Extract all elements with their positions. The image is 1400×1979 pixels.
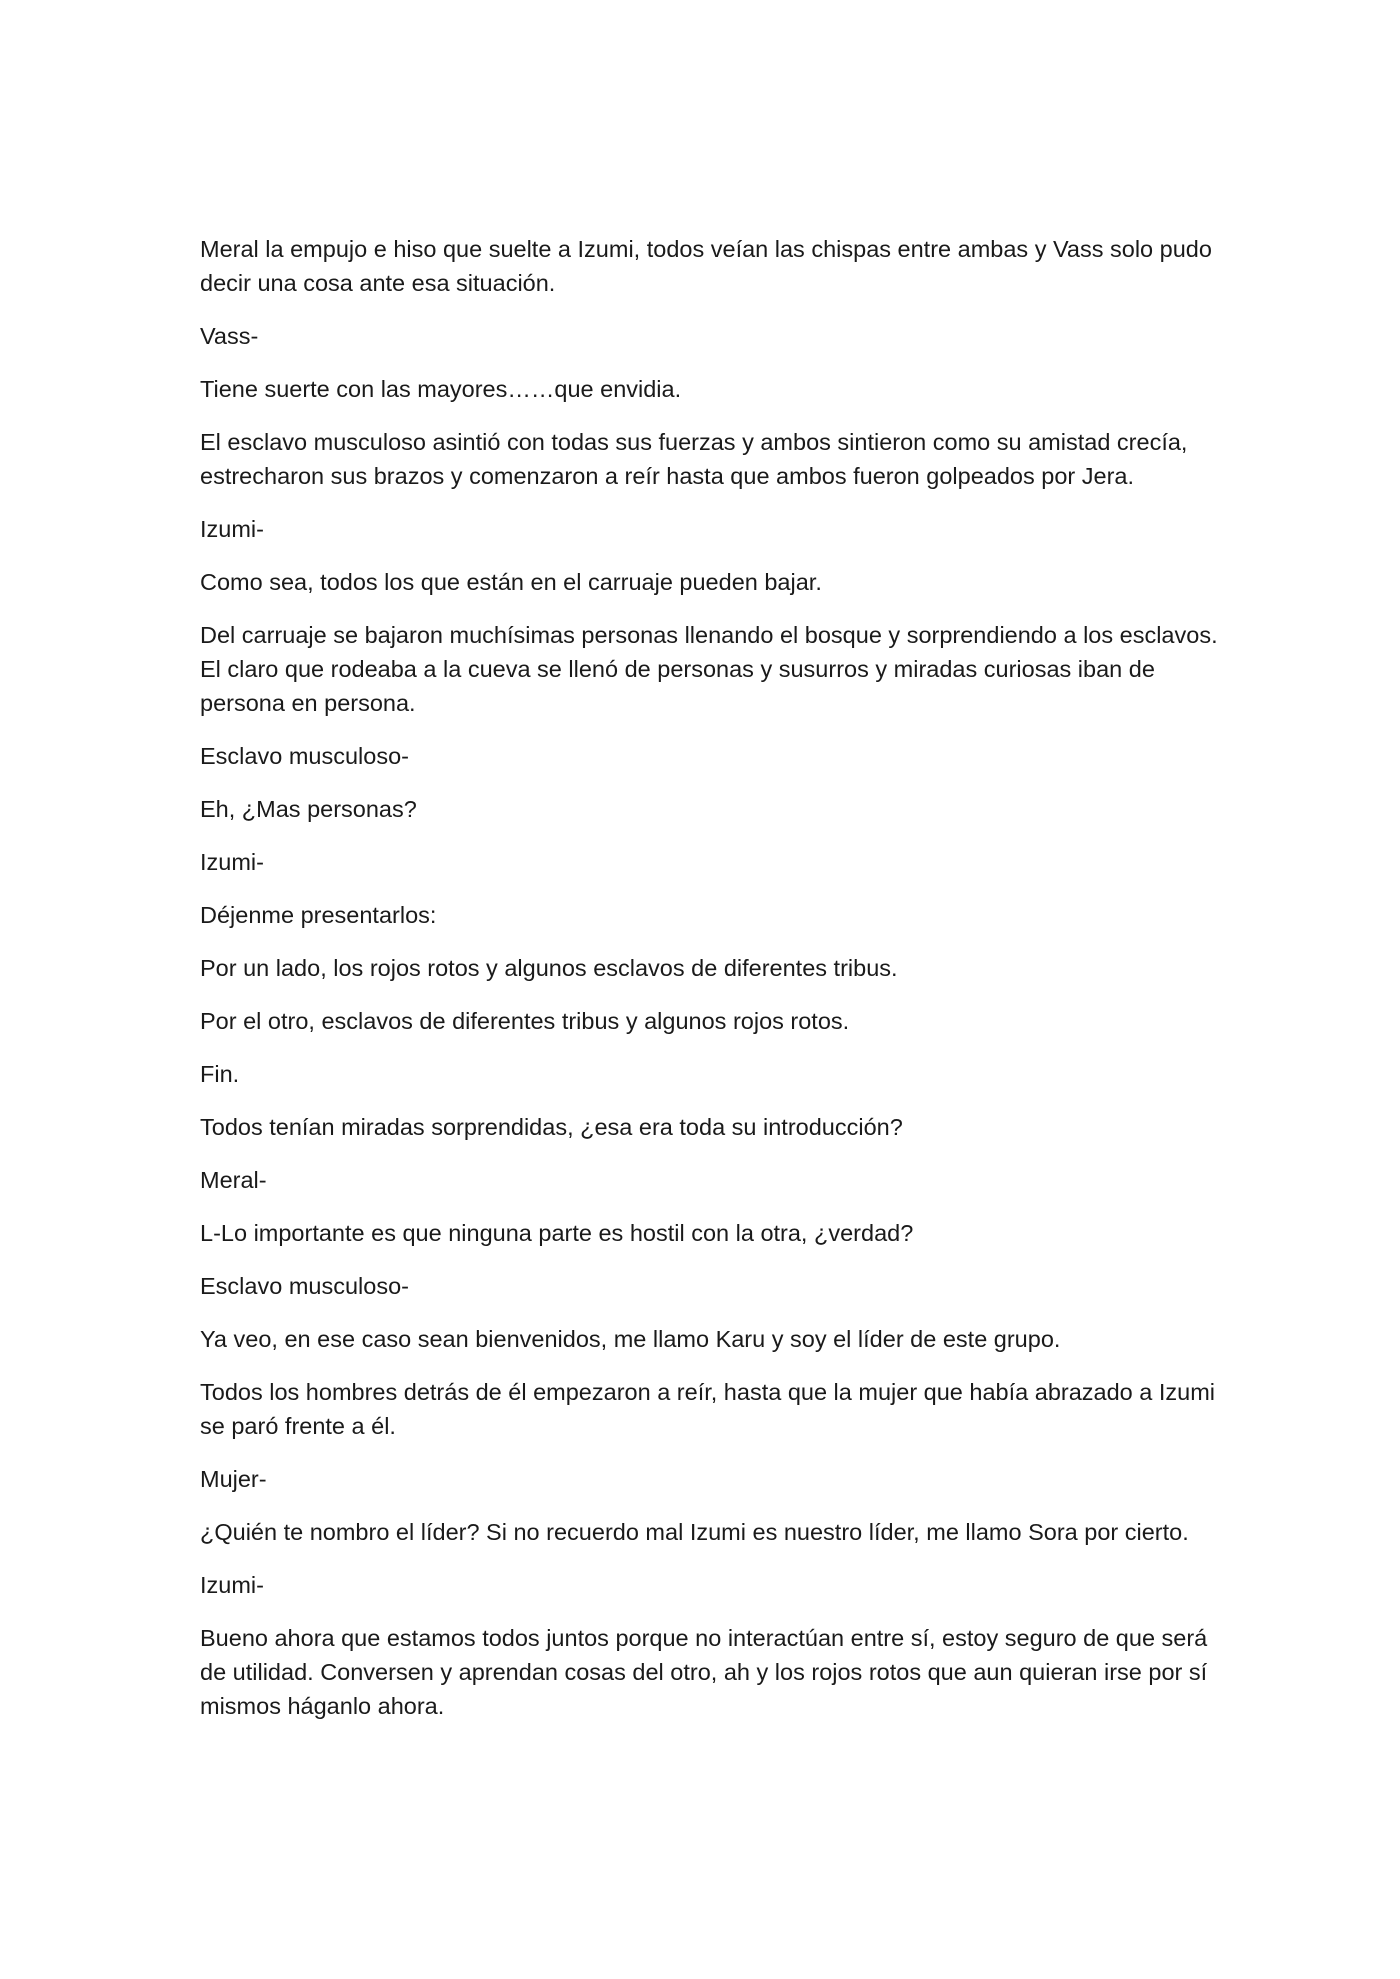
- paragraph: Meral la empujo e hiso que suelte a Izumi, todos veían las chispas entre ambas y Vass solo pudo decir una cosa ante esa situación.: [200, 236, 1212, 296]
- speaker-label: Vass-: [200, 323, 259, 349]
- speaker-label: Izumi-: [200, 849, 264, 875]
- dialogue-line: Fin.: [200, 1061, 240, 1087]
- dialogue-line: Por el otro, esclavos de diferentes tribus y algunos rojos rotos.: [200, 1008, 850, 1034]
- paragraph: Todos los hombres detrás de él empezaron a reír, hasta que la mujer que había abrazado a Izumi se paró frente a él.: [200, 1379, 1216, 1439]
- paragraph: El esclavo musculoso asintió con todas sus fuerzas y ambos sintieron como su amistad crecía, estrecharon sus brazos y comenzaron a reír hasta que ambos fueron golpeados por Jera.: [200, 429, 1188, 489]
- dialogue-line: Por un lado, los rojos rotos y algunos esclavos de diferentes tribus.: [200, 955, 898, 981]
- speaker-label: Esclavo musculoso-: [200, 1273, 409, 1299]
- speaker-label: Mujer-: [200, 1466, 267, 1492]
- speaker-label: Meral-: [200, 1167, 267, 1193]
- speaker-label: Esclavo musculoso-: [200, 743, 409, 769]
- document-body: [200, 232, 1220, 1742]
- dialogue-line: L-Lo importante es que ninguna parte es hostil con la otra, ¿verdad?: [200, 1220, 914, 1246]
- dialogue-line: Tiene suerte con las mayores……que envidia.: [200, 376, 682, 402]
- dialogue-line: Como sea, todos los que están en el carruaje pueden bajar.: [200, 569, 822, 595]
- dialogue-line: Bueno ahora que estamos todos juntos porque no interactúan entre sí, estoy seguro de que será de utilidad. Conversen y aprendan cosas del otro, ah y los rojos rotos que aun quieran irse por sí mismos háganlo ahora.: [200, 1625, 1208, 1719]
- paragraph: Todos tenían miradas sorprendidas, ¿esa era toda su introducción?: [200, 1114, 903, 1140]
- dialogue-line: Eh, ¿Mas personas?: [200, 796, 417, 822]
- dialogue-line: ¿Quién te nombro el líder? Si no recuerdo mal Izumi es nuestro líder, me llamo Sora por cierto.: [200, 1519, 1189, 1545]
- dialogue-line: Ya veo, en ese caso sean bienvenidos, me llamo Karu y soy el líder de este grupo.: [200, 1326, 1061, 1352]
- dialogue-line: Déjenme presentarlos:: [200, 902, 437, 928]
- paragraph: Del carruaje se bajaron muchísimas personas llenando el bosque y sorprendiendo a los esclavos. El claro que rodeaba a la cueva se llenó de personas y susurros y miradas curiosas iban de persona en persona.: [200, 622, 1218, 716]
- speaker-label: Izumi-: [200, 1572, 264, 1598]
- speaker-label: Izumi-: [200, 516, 264, 542]
